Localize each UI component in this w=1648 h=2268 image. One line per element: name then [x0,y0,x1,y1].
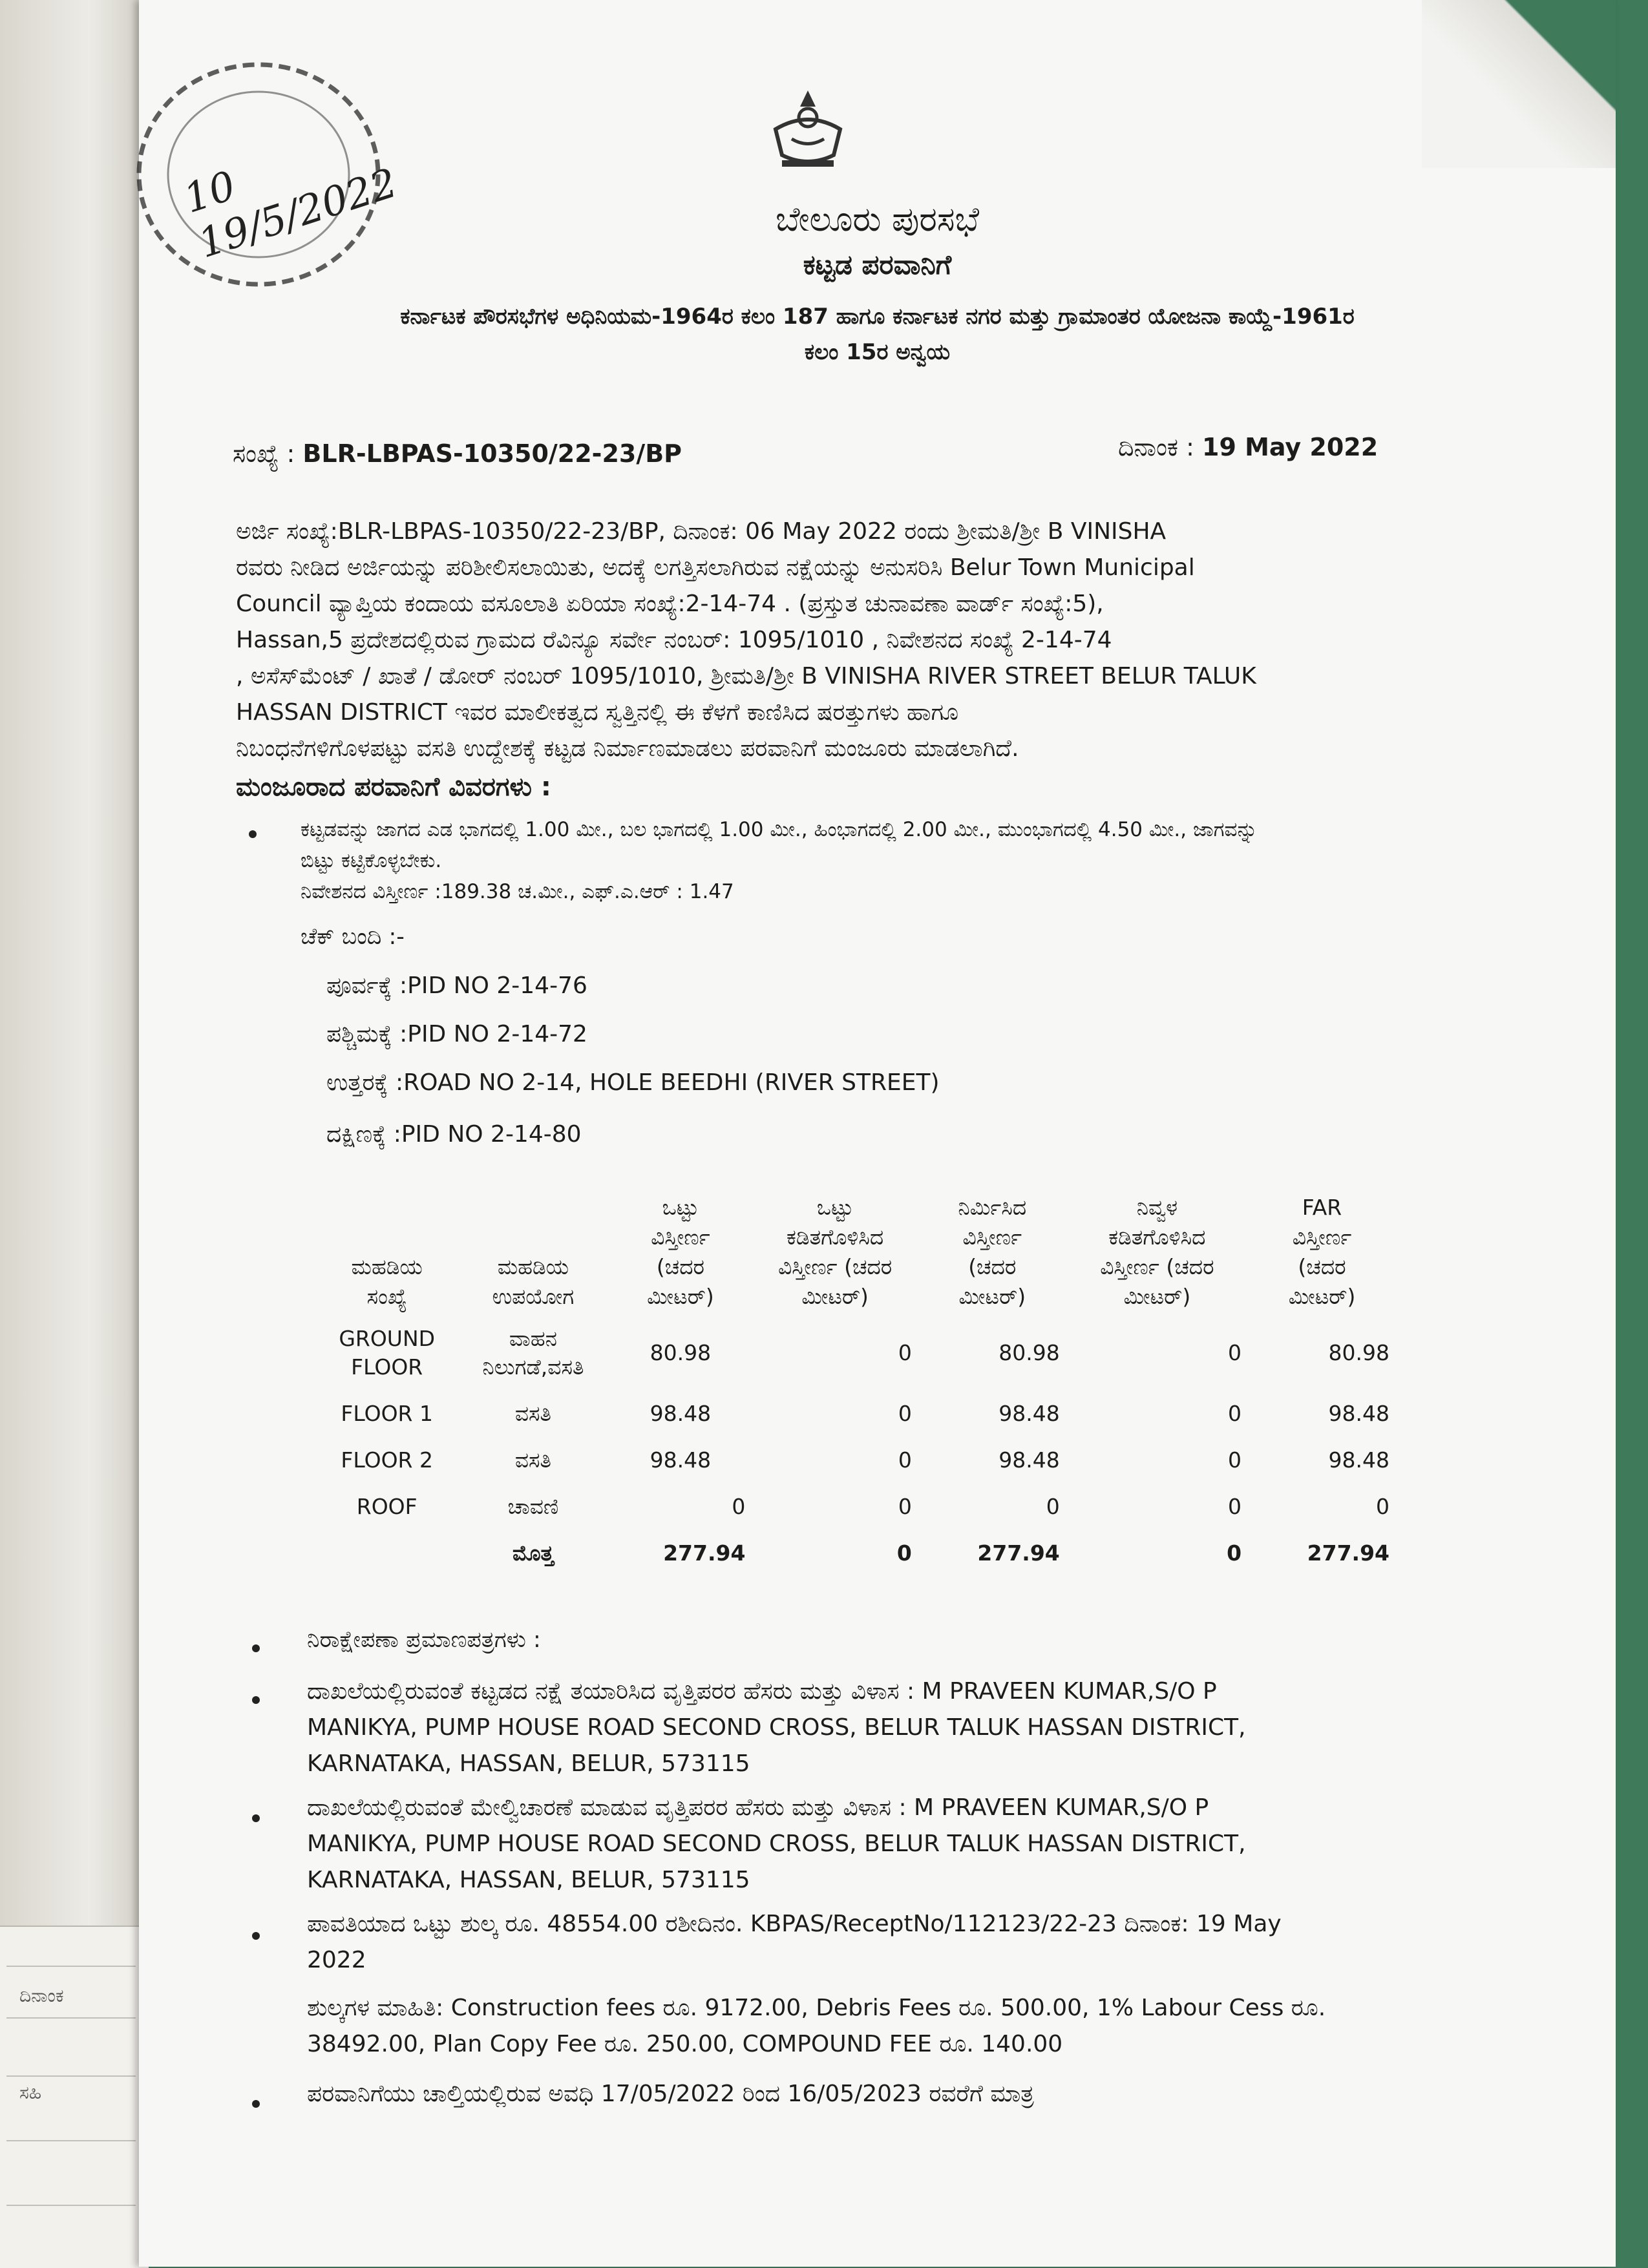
setback-details [301,814,1451,907]
table-row [317,1391,1396,1437]
cell-net-deducted: 0 [1228,1447,1242,1473]
table-row [317,1484,1396,1530]
cell-total: 0 [732,1494,746,1519]
folder-strip [0,1926,149,2268]
fee-paid-line: 2022 [307,1947,366,1973]
cell-deducted: 0 [898,1494,912,1519]
fee-details-line: ಶುಲ್ಕಗಳ ಮಾಹಿತಿ: Construction fees ರೂ. 9172.00, Debris Fees ರೂ. 500.00, 1% Labour Cess ರೂ. [307,1995,1326,2021]
cell-far: 277.94 [1307,1540,1389,1566]
ref-date-value: 19 May 2022 [1202,433,1379,461]
act-reference-line-2: ಕಲಂ 15ರ ಅನ್ವಯ [804,339,951,365]
table-row [317,1316,1396,1391]
noc-heading: ನಿರಾಕ್ಷೇಪಣಾ ಪ್ರಮಾಣಪತ್ರಗಳು : [307,1627,541,1653]
supervisor-line: KARNATAKA, HASSAN, BELUR, 573115 [307,1867,750,1893]
cell-far: 0 [1376,1494,1389,1519]
table-header-cell [1248,1189,1396,1316]
ref-date [1118,433,1378,462]
designer-details [307,1674,1470,1782]
header-floor-number: ಮಹಡಿಯ ಸಂಖ್ಯೆ [351,1254,423,1309]
folder-label-sign: ಸಹಿ [19,2082,42,2103]
cell-net-deducted: 0 [1228,1401,1242,1426]
cell-total-label: ಮೊತ್ತ [512,1540,554,1566]
bullet-dot [252,1644,260,1652]
cell-use: ವಾಹನ ನಿಲುಗಡೆ,ವಸತಿ [482,1326,584,1380]
header-built-area: ನಿರ್ಮಿಸಿದ ವಿಸ್ತೀರ್ಣ (ಚದರ ಮೀಟರ್) [958,1195,1027,1309]
cell-floor: ROOF [356,1494,417,1519]
cell-deducted: 0 [898,1447,912,1473]
boundary-west: ಪಶ್ಚಿಮಕ್ಕೆ :PID NO 2-14-72 [326,1021,587,1047]
fee-details-line: 38492.00, Plan Copy Fee ರೂ. 250.00, COMPOUND FEE ರೂ. 140.00 [307,2031,1063,2057]
intro-line: ಅರ್ಜಿ ಸಂಖ್ಯೆ:BLR-LBPAS-10350/22-23/BP, ದಿನಾಂಕ: 06 May 2022 ರಂದು ಶ್ರೀಮತಿ/ಶ್ರೀ B VINISHA [236,518,1167,545]
intro-line: ನಿಬಂಧನೆಗಳಿಗೊಳಪಟ್ಟು ವಸತಿ ಉದ್ದೇಶಕ್ಕೆ ಕಟ್ಟಡ ನಿರ್ಮಾಣಮಾಡಲು ಪರವಾನಿಗೆ ಮಂಜೂರು ಮಾಡಲಾಗಿದೆ. [236,735,1019,762]
header-far-area: FAR ವಿಸ್ತೀರ್ಣ (ಚದರ ಮೀಟರ್) [1288,1195,1356,1309]
intro-line: , ಅಸೆಸ್‌ಮೆಂಟ್ / ಖಾತೆ / ಡೋರ್ ನಂಬರ್ 1095/1010, ಶ್ರೀಮತಿ/ಶ್ರೀ B VINISHA RIVER STREET BELUR TALUK [236,663,1256,689]
boundaries-heading: ಚೆಕ್ ಬಂದಿ :- [301,924,405,950]
cell-built: 80.98 [998,1340,1060,1365]
header-deducted-area: ಒಟ್ಟು ಕಡಿತಗೊಳಿಸಿದ ವಿಸ್ತೀರ್ಣ (ಚದರ ಮೀಟರ್) [777,1195,893,1309]
cell-total: 98.48 [650,1447,712,1473]
table-header-cell [752,1189,918,1316]
designer-line: KARNATAKA, HASSAN, BELUR, 573115 [307,1750,750,1777]
supervisor-line: ದಾಖಲೆಯಲ್ಲಿರುವಂತೆ ಮೇಲ್ವಿಚಾರಣೆ ಮಾಡುವ ವೃತ್ತಿಪರರ ಹೆಸರು ಮತ್ತು ವಿಳಾಸ : M PRAVEEN KUMAR,S/O P [307,1794,1209,1821]
stamp-date: 10 19/5/2022 [178,158,403,268]
cell-floor: GROUND FLOOR [339,1326,436,1380]
supervisor-line: MANIKYA, PUMP HOUSE ROAD SECOND CROSS, BELUR TALUK HASSAN DISTRICT, [307,1831,1246,1857]
cell-use: ಚಾವಣಿ [507,1494,559,1519]
bullet-dot [252,1814,260,1822]
table-header-cell [918,1189,1066,1316]
cell-far: 80.98 [1328,1340,1389,1365]
cell-net-deducted: 0 [1228,1340,1242,1365]
header-net-deducted-area: ನಿವ್ವಳ ಕಡಿತಗೊಳಿಸಿದ ವಿಸ್ತೀರ್ಣ (ಚದರ ಮೀಟರ್) [1100,1195,1214,1309]
page-fold-corner [1422,0,1616,168]
act-reference-line-1: ಕರ್ನಾಟಕ ಪೌರಸಭೆಗಳ ಅಧಿನಿಯಮ-1964ರ ಕಲಂ 187 ಹಾಗೂ ಕರ್ನಾಟಕ ನಗರ ಮತ್ತು ಗ್ರಾಮಾಂತರ ಯೋಜನಾ ಕಾಯ್ದೆ-1961ರ [400,304,1355,330]
cell-far: 98.48 [1328,1447,1389,1473]
intro-line: HASSAN DISTRICT ಇವರ ಮಾಲೀಕತ್ವದ ಸ್ವತ್ತಿನಲ್ಲಿ ಈ ಕೆಳಗೆ ಕಾಣಿಸಿದ ಷರತ್ತುಗಳು ಹಾಗೂ [236,699,959,726]
fee-paid-line: ಪಾವತಿಯಾದ ಒಟ್ಟು ಶುಲ್ಕ ರೂ. 48554.00 ರಶೀದಿನಂ. KBPAS/ReceptNo/112123/22-23 ದಿನಾಂಕ: 19 May [307,1911,1282,1937]
cell-floor [317,1530,457,1577]
ref-number-label: ಸಂಖ್ಯೆ : [233,439,295,468]
boundary-south: ದಕ್ಷಿಣಕ್ಕೆ :PID NO 2-14-80 [326,1121,582,1148]
bullet-dot [252,1696,260,1704]
bullet-dot [252,1932,260,1940]
table-total-row [317,1530,1396,1577]
cell-floor: FLOOR 2 [341,1447,433,1473]
intro-paragraph [236,514,1464,767]
intro-line: ರವರು ನೀಡಿದ ಅರ್ಜಿಯನ್ನು ಪರಿಶೀಲಿಸಲಾಯಿತು, ಅದಕ್ಕೆ ಲಗತ್ತಿಸಲಾಗಿರುವ ನಕ್ಷೆಯನ್ನು ಅನುಸರಿಸಿ Belur Town Municipal [236,554,1195,581]
table-header-cell [609,1189,752,1316]
bullet-dot [252,2100,260,2108]
cell-net-deducted: 0 [1228,1494,1242,1519]
bullet-dot [249,830,257,838]
table-header-row [317,1189,1396,1316]
cell-built: 98.48 [998,1447,1060,1473]
fee-details [307,1990,1470,2063]
ref-date-label: ದಿನಾಂಕ : [1118,433,1194,461]
cell-net-deducted: 0 [1227,1540,1242,1566]
cell-total: 80.98 [650,1340,712,1365]
table-row [317,1437,1396,1484]
cell-floor: FLOOR 1 [341,1401,433,1426]
karnataka-emblem-icon [756,84,860,174]
ref-number [233,439,682,468]
fee-paid [307,1906,1470,1979]
floor-area-table [317,1189,1396,1577]
boundary-east: ಪೂರ್ವಕ್ಕೆ :PID NO 2-14-76 [326,972,587,999]
cell-built: 98.48 [998,1401,1060,1426]
cell-deducted: 0 [896,1540,912,1566]
cell-use: ವಸತಿ [514,1447,552,1473]
document-title: ಕಟ್ಟಡ ಪರವಾನಿಗೆ [803,249,952,280]
designer-line: ದಾಖಲೆಯಲ್ಲಿರುವಂತೆ ಕಟ್ಟಡದ ನಕ್ಷೆ ತಯಾರಿಸಿದ ವೃತ್ತಿಪರರ ಹೆಸರು ಮತ್ತು ವಿಳಾಸ : M PRAVEEN KUMAR,S/O P [307,1678,1217,1705]
validity-period: ಪರವಾನಿಗೆಯು ಚಾಲ್ತಿಯಲ್ಲಿರುವ ಅವಧಿ 17/05/2022 ರಿಂದ 16/05/2023 ರವರೆಗೆ ಮಾತ್ರ [307,2081,1034,2107]
supervisor-details [307,1790,1470,1898]
cell-total: 277.94 [663,1540,746,1566]
cell-far: 98.48 [1328,1401,1389,1426]
office-name: ಬೇಲೂರು ಪುರಸಭೆ [775,200,980,239]
setback-line-2: ಬಿಟ್ಟು ಕಟ್ಟಿಕೊಳ್ಳಬೇಕು. [301,849,442,872]
table-header-cell [457,1189,609,1316]
table-header-cell [317,1189,457,1316]
details-heading: ಮಂಜೂರಾದ ಪರವಾನಿಗೆ ವಿವರಗಳು : [236,772,551,802]
boundary-north: ಉತ್ತರಕ್ಕೆ :ROAD NO 2-14, HOLE BEEDHI (RIVER STREET) [326,1069,940,1096]
header-total-area: ಒಟ್ಟು ವಿಸ್ತೀರ್ಣ (ಚದರ ಮೀಟರ್) [647,1195,714,1309]
cell-use: ವಸತಿ [514,1401,552,1426]
setback-line-1: ಕಟ್ಟಡವನ್ನು ಜಾಗದ ಎಡ ಭಾಗದಲ್ಲಿ 1.00 ಮೀ., ಬಲ ಭಾಗದಲ್ಲಿ 1.00 ಮೀ., ಹಿಂಭಾಗದಲ್ಲಿ 2.00 ಮೀ., ಮುಂಭಾಗದಲ್ಲಿ 4.50 ಮೀ., ಜಾಗವನ್ನು [301,818,1258,841]
header-floor-use: ಮಹಡಿಯ ಉಪಯೋಗ [492,1254,575,1309]
table-header-cell [1066,1189,1248,1316]
cell-built: 0 [1046,1494,1060,1519]
designer-line: MANIKYA, PUMP HOUSE ROAD SECOND CROSS, BELUR TALUK HASSAN DISTRICT, [307,1714,1246,1741]
intro-line: Hassan,5 ಪ್ರದೇಶದಲ್ಲಿರುವ ಗ್ರಾಮದ ರೆವಿನ್ಯೂ ಸರ್ವೇ ನಂಬರ್: 1095/1010 , ನಿವೇಶನದ ಸಂಖ್ಯೆ 2-14-74 [236,627,1112,653]
cell-deducted: 0 [898,1401,912,1426]
cell-built: 277.94 [977,1540,1060,1566]
ref-number-value: BLR-LBPAS-10350/22-23/BP [302,439,682,468]
cell-total: 98.48 [650,1401,712,1426]
folder-label-date: ದಿನಾಂಕ [19,1985,64,2006]
setback-line-3: ನಿವೇಶನದ ವಿಸ್ತೀರ್ಣ :189.38 ಚ.ಮೀ., ಎಫ್.ಎ.ಆರ್ : 1.47 [301,880,734,903]
intro-line: Council ವ್ಯಾಪ್ತಿಯ ಕಂದಾಯ ವಸೂಲಾತಿ ಏರಿಯಾ ಸಂಖ್ಯೆ:2-14-74 . (ಪ್ರಸ್ತುತ ಚುನಾವಣಾ ವಾರ್ಡ್ ಸಂಖ್ಯೆ:5), [236,591,1104,617]
cell-deducted: 0 [898,1340,912,1365]
